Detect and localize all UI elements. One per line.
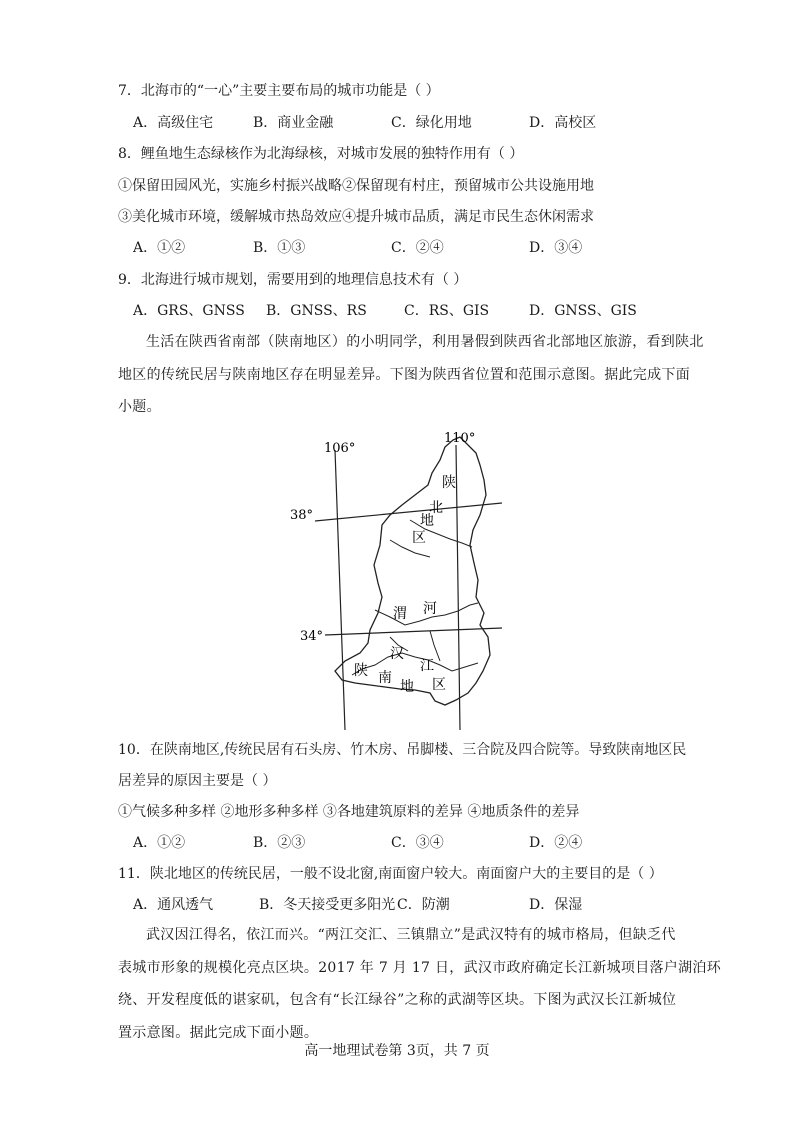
q7-stem: 7．北海市的“一心”主要主要布局的城市功能是（ ）	[118, 83, 440, 99]
lon-label-110: 110°	[444, 431, 476, 446]
q11-option-c: C．防潮	[397, 897, 450, 913]
region-label: 河	[423, 601, 437, 617]
q9-option-c: C．RS、GIS	[404, 303, 490, 319]
q10-statements: ①气候多种多样 ②地形多种多样 ③各地建筑原料的差异 ④地质条件的差异	[118, 804, 580, 820]
longitude-110-line	[456, 445, 460, 730]
intro-shaanxi	[118, 326, 704, 424]
q7-option-c: C．绿化用地	[391, 115, 472, 131]
longitude-106-line	[335, 450, 345, 730]
intro-wuhan	[118, 919, 721, 1049]
q7-option-d: D．高校区	[529, 115, 597, 131]
q9-option-b: B．GNSS、RS	[266, 303, 367, 319]
region-label: 南	[378, 670, 392, 686]
q8-option-c: C．②④	[391, 240, 444, 256]
q8-statement-2: ③美化城市环境，缓解城市热岛效应④提升城市品质，满足市民生态休闲需求	[118, 209, 594, 225]
q7-option-b: B．商业金融	[253, 115, 334, 131]
region-label: 渭	[393, 606, 407, 622]
page-footer: 高一地理试卷第 3页，共 7 页	[304, 1043, 490, 1059]
region-label: 区	[412, 530, 426, 546]
shaanxi-map	[290, 425, 520, 730]
intro-shaanxi-line-3: 小题。	[118, 399, 161, 415]
intro-wuhan-line-3: 绕、开发程度低的谌家矶，包含有“长江绿谷”之称的武湖等区块。下图为武汉长江新城位	[118, 992, 677, 1008]
region-label: 北	[429, 500, 443, 516]
q11-option-d: D．保湿	[529, 897, 583, 913]
intro-wuhan-line-2: 表城市形象的规模化亮点区块。2017 年 7 月 17 日，武汉市政府确定长江新城项目落户湖泊环	[118, 959, 721, 976]
region-label: 地	[420, 513, 434, 529]
q11-option-b: B．冬天接受更多阳光	[259, 897, 396, 913]
region-label: 江	[420, 658, 434, 674]
q9-option-d: D．GNSS、GIS	[529, 303, 637, 319]
latitude-34-line	[325, 628, 502, 635]
region-label: 区	[432, 677, 446, 693]
lat-label-34: 34°	[300, 629, 324, 644]
q8-option-a: A．①②	[133, 240, 186, 256]
q8-option-d: D．③④	[529, 240, 583, 256]
q10-option-b: B．②③	[253, 835, 306, 851]
lat-label-38: 38°	[290, 508, 314, 523]
q10-option-d: D．②④	[529, 835, 583, 851]
intro-shaanxi-line-1: 生活在陕西省南部（陕南地区）的小明同学，利用暑假到陕西省北部地区旅游，看到陕北	[146, 334, 704, 350]
q9-option-a: A．GRS、GNSS	[133, 303, 245, 319]
q8-statement-1: ①保留田园风光，实施乡村振兴战略②保留现有村庄，预留城市公共设施用地	[118, 178, 594, 194]
q10-option-a: A．①②	[133, 835, 186, 851]
latitude-38-line	[315, 503, 502, 521]
q10-option-c: C．③④	[391, 835, 444, 851]
q7-option-a: A．高级住宅	[133, 115, 214, 131]
region-label: 陕	[354, 663, 368, 679]
intro-wuhan-line-1: 武汉因江得名，依江而兴。“两江交汇、三镇鼎立”是武汉特有的城市格局，但缺乏代	[146, 927, 676, 943]
south-tributary-2	[430, 631, 440, 661]
q11-stem: 11．陕北地区的传统民居，一般不设北窗,南面窗户较大。南面窗户大的主要目的是（ ）	[118, 866, 663, 882]
region-label: 陕	[442, 475, 456, 491]
q9-stem: 9．北海进行城市规划，需要用到的地理信息技术有（ ）	[118, 272, 468, 288]
region-label: 地	[400, 679, 414, 695]
q10-stem-1: 10．在陕南地区,传统民居有石头房、竹木房、吊脚楼、三合院及四合院等。导致陕南地区民	[118, 742, 687, 758]
intro-shaanxi-line-2: 地区的传统民居与陕南地区存在明显差异。下图为陕西省位置和范围示意图。据此完成下面	[118, 366, 690, 383]
q11-option-a: A．通风透气	[133, 897, 214, 913]
lon-label-106: 106°	[324, 441, 356, 456]
q8-option-b: B．①③	[253, 240, 306, 256]
region-label: 汉	[390, 646, 404, 662]
intro-wuhan-line-4: 置示意图。据此完成下面小题。	[118, 1024, 319, 1041]
q10-stem-2: 居差异的原因主要是（ ）	[118, 773, 277, 789]
q8-stem: 8．鲤鱼地生态绿核作为北海绿核，对城市发展的独特作用有（ ）	[118, 146, 524, 162]
